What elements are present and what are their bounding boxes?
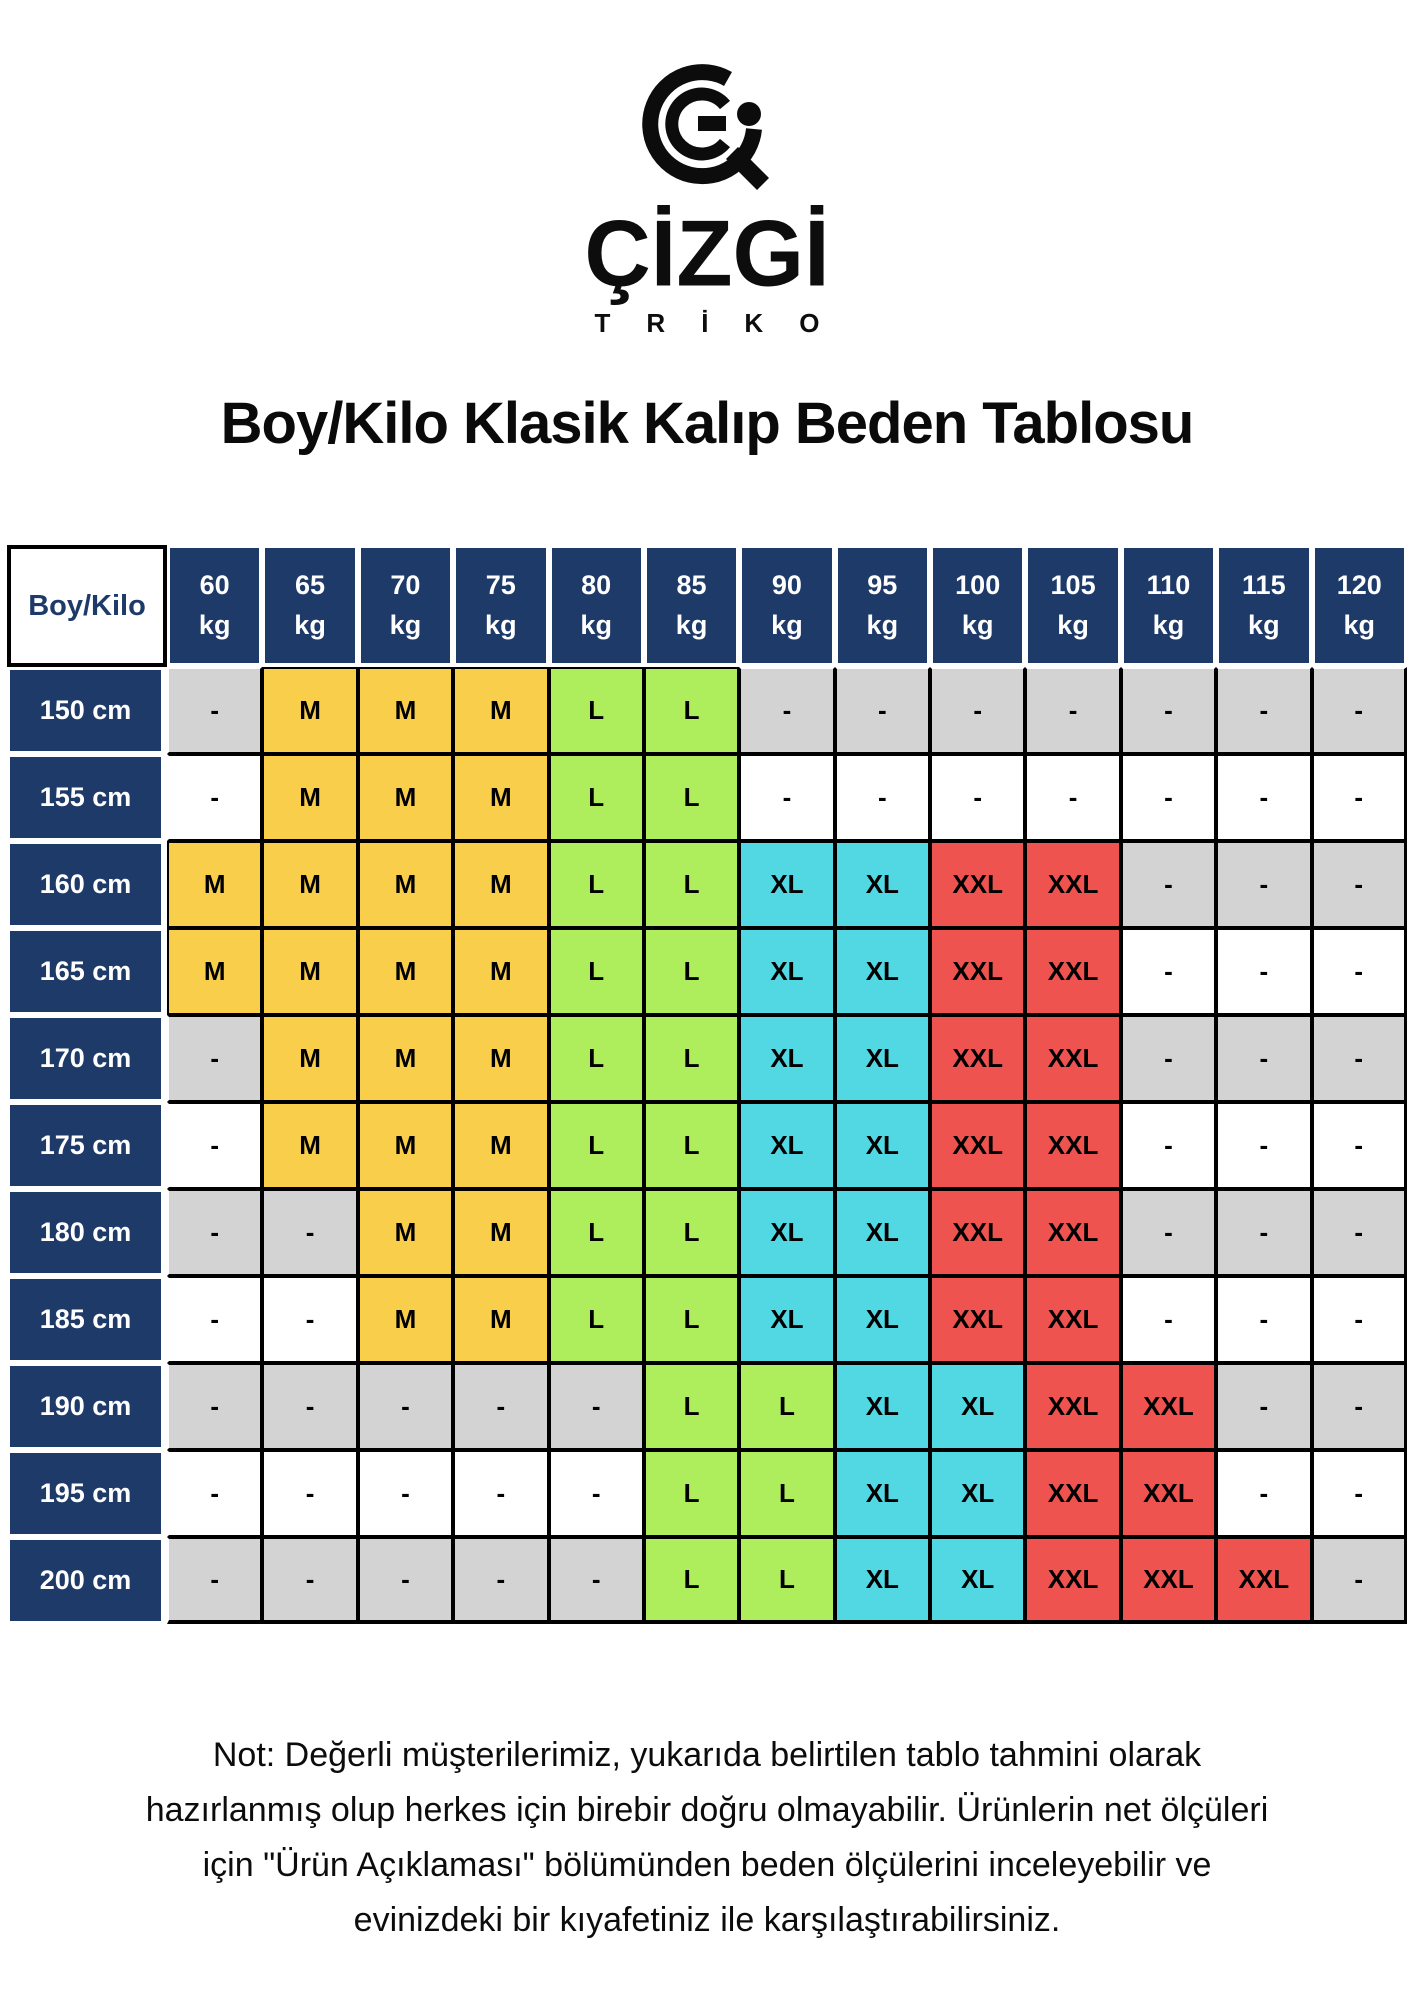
- size-cell: XXL: [930, 1189, 1025, 1276]
- weight-header-cell: 90 kg: [739, 545, 834, 667]
- table-row: [7, 1537, 1407, 1624]
- size-cell: -: [1312, 928, 1408, 1015]
- size-cell: -: [835, 754, 930, 841]
- size-cell: -: [167, 754, 262, 841]
- size-cell: L: [644, 1537, 739, 1624]
- size-cell: XL: [835, 1537, 930, 1624]
- size-cell: -: [453, 1537, 548, 1624]
- size-cell: -: [262, 1537, 357, 1624]
- page-title: Boy/Kilo Klasik Kalıp Beden Tablosu: [220, 391, 1194, 456]
- size-cell: -: [1312, 1015, 1408, 1102]
- size-cell: -: [167, 1189, 262, 1276]
- weight-header-cell: 115 kg: [1216, 545, 1311, 667]
- height-header-cell: 200 cm: [7, 1537, 167, 1624]
- height-header-cell: 165 cm: [7, 928, 167, 1015]
- size-cell: -: [1216, 1276, 1311, 1363]
- size-cell: -: [1312, 1102, 1408, 1189]
- size-cell: -: [1312, 667, 1408, 754]
- size-cell: L: [549, 841, 644, 928]
- size-cell: -: [1216, 1102, 1311, 1189]
- size-cell: XL: [739, 1276, 834, 1363]
- size-cell: L: [739, 1363, 834, 1450]
- size-cell: M: [453, 1102, 548, 1189]
- size-cell: M: [262, 1015, 357, 1102]
- size-cell: XXL: [1025, 1363, 1120, 1450]
- size-cell: -: [1216, 1015, 1311, 1102]
- size-cell: XL: [835, 1189, 930, 1276]
- size-cell: -: [262, 1450, 357, 1537]
- size-cell: -: [262, 1276, 357, 1363]
- weight-header-cell: 105 kg: [1025, 545, 1120, 667]
- size-cell: XXL: [930, 1015, 1025, 1102]
- size-cell: -: [1121, 667, 1216, 754]
- size-cell: -: [262, 1363, 357, 1450]
- size-cell: L: [644, 1015, 739, 1102]
- weight-header-cell: 75 kg: [453, 545, 548, 667]
- weight-header-cell: 120 kg: [1312, 545, 1408, 667]
- size-cell: XL: [930, 1450, 1025, 1537]
- size-cell: -: [1216, 928, 1311, 1015]
- size-cell: XL: [739, 928, 834, 1015]
- size-cell: -: [1312, 841, 1408, 928]
- size-cell: -: [1216, 841, 1311, 928]
- size-cell: M: [358, 1102, 453, 1189]
- size-cell: L: [549, 1276, 644, 1363]
- size-cell: -: [1121, 1276, 1216, 1363]
- size-cell: L: [549, 1102, 644, 1189]
- size-cell: M: [167, 928, 262, 1015]
- size-cell: XL: [835, 1276, 930, 1363]
- size-cell: XL: [835, 1363, 930, 1450]
- size-cell: -: [930, 667, 1025, 754]
- size-cell: M: [453, 1189, 548, 1276]
- size-cell: L: [644, 1102, 739, 1189]
- size-cell: -: [167, 1015, 262, 1102]
- size-cell: XL: [835, 1015, 930, 1102]
- table-row: [7, 841, 1407, 928]
- size-cell: -: [1216, 667, 1311, 754]
- size-cell: XL: [930, 1363, 1025, 1450]
- table-row: [7, 667, 1407, 754]
- size-cell: M: [262, 1102, 357, 1189]
- size-cell: -: [1121, 754, 1216, 841]
- size-cell: XXL: [1121, 1537, 1216, 1624]
- size-cell: M: [358, 1276, 453, 1363]
- size-cell: M: [358, 1189, 453, 1276]
- size-cell: -: [1216, 1363, 1311, 1450]
- size-cell: -: [167, 1276, 262, 1363]
- height-header-cell: 180 cm: [7, 1189, 167, 1276]
- size-cell: -: [1121, 928, 1216, 1015]
- size-cell: M: [358, 754, 453, 841]
- height-header-cell: 195 cm: [7, 1450, 167, 1537]
- size-cell: L: [549, 1189, 644, 1276]
- size-cell: XXL: [930, 928, 1025, 1015]
- size-cell: L: [644, 841, 739, 928]
- height-header-cell: 190 cm: [7, 1363, 167, 1450]
- size-cell: XL: [835, 1450, 930, 1537]
- table-row: [7, 1189, 1407, 1276]
- size-cell: L: [644, 667, 739, 754]
- size-cell: -: [262, 1189, 357, 1276]
- size-cell: L: [644, 1189, 739, 1276]
- table-row: [7, 1015, 1407, 1102]
- size-cell: M: [453, 1276, 548, 1363]
- size-cell: M: [453, 667, 548, 754]
- height-header-cell: 185 cm: [7, 1276, 167, 1363]
- weight-header-cell: 65 kg: [262, 545, 357, 667]
- size-cell: L: [549, 1015, 644, 1102]
- table-row: [7, 1276, 1407, 1363]
- height-header-cell: 175 cm: [7, 1102, 167, 1189]
- size-cell: XL: [739, 1015, 834, 1102]
- size-cell: L: [644, 1276, 739, 1363]
- size-cell: XL: [739, 1102, 834, 1189]
- size-cell: XXL: [1025, 928, 1120, 1015]
- size-cell: -: [167, 1102, 262, 1189]
- size-cell: XXL: [930, 841, 1025, 928]
- size-cell: -: [549, 1363, 644, 1450]
- size-cell: -: [549, 1450, 644, 1537]
- size-cell: XL: [835, 841, 930, 928]
- size-cell: M: [262, 841, 357, 928]
- weight-header-cell: 85 kg: [644, 545, 739, 667]
- brand-wordmark: ÇİZGİ: [584, 201, 830, 307]
- size-cell: -: [1312, 1363, 1408, 1450]
- size-cell: XXL: [930, 1276, 1025, 1363]
- size-cell: -: [167, 1363, 262, 1450]
- weight-header-cell: 100 kg: [930, 545, 1025, 667]
- size-cell: -: [1121, 841, 1216, 928]
- size-cell: XL: [835, 928, 930, 1015]
- size-cell: -: [167, 667, 262, 754]
- size-cell: -: [549, 1537, 644, 1624]
- size-cell: M: [453, 1015, 548, 1102]
- size-cell: M: [453, 754, 548, 841]
- size-cell: -: [1121, 1189, 1216, 1276]
- note-text: Not: Değerli müşterilerimiz, yukarıda belirtilen tablo tahmini olarak hazırlanmış olup herkes için birebir doğru olmayabilir. Ürünlerin net ölçüleri için "Ürün Açıklaması" bölümünden beden ölçülerini inceleyebilir ve evinizdeki bir kıyafetiniz ile karşılaştırabilirsiniz.: [145, 1736, 1269, 1940]
- size-cell: -: [739, 754, 834, 841]
- size-cell: -: [1312, 1537, 1408, 1624]
- height-header-cell: 155 cm: [7, 754, 167, 841]
- size-cell: M: [453, 841, 548, 928]
- size-cell: -: [358, 1537, 453, 1624]
- size-cell: -: [453, 1450, 548, 1537]
- weight-header-cell: 110 kg: [1121, 545, 1216, 667]
- size-cell: -: [1216, 1450, 1311, 1537]
- size-cell: XXL: [1025, 1015, 1120, 1102]
- size-cell: -: [1216, 1189, 1311, 1276]
- size-cell: M: [358, 667, 453, 754]
- size-cell: XXL: [1216, 1537, 1311, 1624]
- size-cell: L: [644, 1450, 739, 1537]
- weight-header-row: [7, 545, 1407, 667]
- size-cell: L: [644, 1363, 739, 1450]
- size-cell: XL: [739, 1189, 834, 1276]
- table-row: [7, 754, 1407, 841]
- size-cell: XXL: [1025, 1450, 1120, 1537]
- size-cell: L: [549, 667, 644, 754]
- height-header-cell: 170 cm: [7, 1015, 167, 1102]
- size-cell: L: [644, 754, 739, 841]
- brand-logo: [0, 0, 1414, 336]
- size-cell: -: [1216, 754, 1311, 841]
- size-cell: M: [358, 1015, 453, 1102]
- brand-subtitle: TRİKO: [594, 308, 856, 338]
- size-cell: -: [1025, 754, 1120, 841]
- height-header-cell: 150 cm: [7, 667, 167, 754]
- size-cell: L: [549, 754, 644, 841]
- size-cell: -: [358, 1363, 453, 1450]
- table-row: [7, 928, 1407, 1015]
- size-cell: XXL: [1025, 841, 1120, 928]
- size-cell: -: [1025, 667, 1120, 754]
- size-cell: -: [835, 667, 930, 754]
- height-header-cell: 160 cm: [7, 841, 167, 928]
- size-cell: M: [262, 667, 357, 754]
- size-cell: XXL: [1025, 1276, 1120, 1363]
- size-cell: XXL: [1025, 1537, 1120, 1624]
- table-row: [7, 1102, 1407, 1189]
- size-cell: XL: [739, 841, 834, 928]
- size-cell: -: [1121, 1015, 1216, 1102]
- size-cell: XXL: [1121, 1450, 1216, 1537]
- size-cell: M: [358, 928, 453, 1015]
- size-cell: XXL: [1121, 1363, 1216, 1450]
- size-cell: M: [262, 928, 357, 1015]
- size-cell: -: [358, 1450, 453, 1537]
- size-cell: L: [549, 928, 644, 1015]
- size-cell: -: [1312, 1276, 1408, 1363]
- size-cell: L: [739, 1537, 834, 1624]
- size-cell: -: [739, 667, 834, 754]
- size-cell: XXL: [1025, 1189, 1120, 1276]
- weight-header-cell: 60 kg: [167, 545, 262, 667]
- corner-header-cell: Boy/Kilo: [7, 545, 167, 667]
- weight-header-cell: 80 kg: [549, 545, 644, 667]
- weight-header-cell: 95 kg: [835, 545, 930, 667]
- table-row: [7, 1450, 1407, 1537]
- size-cell: M: [262, 754, 357, 841]
- size-cell: -: [167, 1537, 262, 1624]
- size-cell: XXL: [1025, 1102, 1120, 1189]
- size-cell: -: [1312, 1189, 1408, 1276]
- size-cell: M: [167, 841, 262, 928]
- size-cell: XL: [835, 1102, 930, 1189]
- size-cell: -: [1312, 754, 1408, 841]
- size-cell: -: [453, 1363, 548, 1450]
- size-cell: -: [930, 754, 1025, 841]
- size-cell: L: [739, 1450, 834, 1537]
- size-cell: -: [1121, 1102, 1216, 1189]
- size-cell: M: [453, 928, 548, 1015]
- cizgi-logo-mark-icon: [632, 52, 782, 202]
- size-cell: XXL: [930, 1102, 1025, 1189]
- size-cell: L: [644, 928, 739, 1015]
- size-cell: M: [358, 841, 453, 928]
- size-cell: -: [167, 1450, 262, 1537]
- weight-header-cell: 70 kg: [358, 545, 453, 667]
- size-cell: XL: [930, 1537, 1025, 1624]
- size-table: [7, 545, 1407, 1624]
- table-row: [7, 1363, 1407, 1450]
- size-cell: -: [1312, 1450, 1408, 1537]
